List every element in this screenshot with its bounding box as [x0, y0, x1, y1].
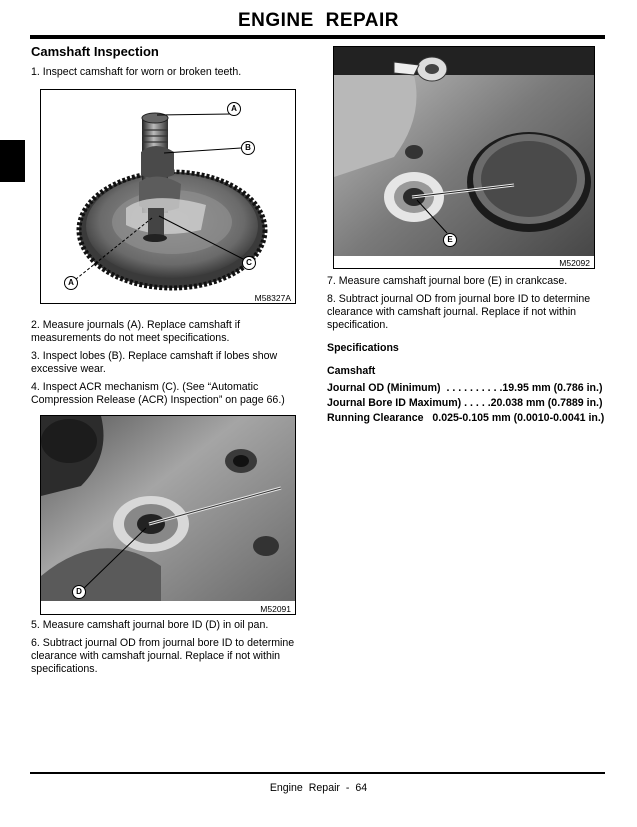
- header-rule: [30, 35, 605, 39]
- step-1: 1. Inspect camshaft for worn or broken teeth.: [31, 66, 242, 78]
- figure-id: M52092: [559, 258, 590, 268]
- page-header-title: ENGINE REPAIR: [237, 10, 399, 31]
- specifications-heading: Specifications: [327, 342, 399, 354]
- spec-table: [327, 381, 604, 426]
- camshaft-illustration: [41, 90, 295, 303]
- figure-id: M52091: [260, 604, 291, 614]
- callout-e: E: [443, 233, 457, 247]
- footer-rule: [30, 772, 605, 774]
- oil-pan-photo: [40, 415, 296, 615]
- page-footer: Engine Repair - 64: [269, 782, 368, 794]
- callout-d: D: [72, 585, 86, 599]
- callout-c: C: [242, 256, 256, 270]
- section-title: Camshaft Inspection: [31, 44, 159, 59]
- figure-id: M58327A: [254, 293, 291, 303]
- step-7: 7. Measure camshaft journal bore (E) in crankcase.: [327, 275, 568, 287]
- spec-row-journal-bore: Journal Bore ID Maximum) . . . . .20.038 mm (0.7889 in.): [327, 397, 603, 409]
- crankcase-illustration: [334, 47, 594, 268]
- camshaft-photo: [40, 89, 296, 304]
- step-6: 6. Subtract journal OD from journal bore ID to determine clearance with camshaft journal. Replace if not within specifications.: [31, 637, 295, 675]
- step-8: 8. Subtract journal OD from journal bore ID to determine clearance with camshaft journal. Replace if not within specification.: [327, 293, 591, 331]
- callout-b: B: [241, 141, 255, 155]
- section-tab-marker: [0, 140, 25, 182]
- callout-a-bottom: A: [64, 276, 78, 290]
- step-2: 2. Measure journals (A). Replace camshaft if measurements do not meet specifications.: [31, 319, 241, 344]
- step-5: 5. Measure camshaft journal bore ID (D) in oil pan.: [31, 619, 269, 631]
- crankcase-photo: [333, 46, 595, 269]
- spec-row-running-clearance: Running Clearance 0.025-0.105 mm (0.0010-0.0041 in.): [327, 412, 605, 424]
- callout-a-top: A: [227, 102, 241, 116]
- step-3: 3. Inspect lobes (B). Replace camshaft if lobes show excessive wear.: [31, 350, 278, 375]
- camshaft-subheading: Camshaft: [327, 365, 376, 377]
- step-4: 4. Inspect ACR mechanism (C). (See “Automatic Compression Release (ACR) Inspection” on page 66.): [31, 381, 285, 406]
- spec-row-journal-od: Journal OD (Minimum) . . . . . . . . . .19.95 mm (0.786 in.): [327, 382, 603, 394]
